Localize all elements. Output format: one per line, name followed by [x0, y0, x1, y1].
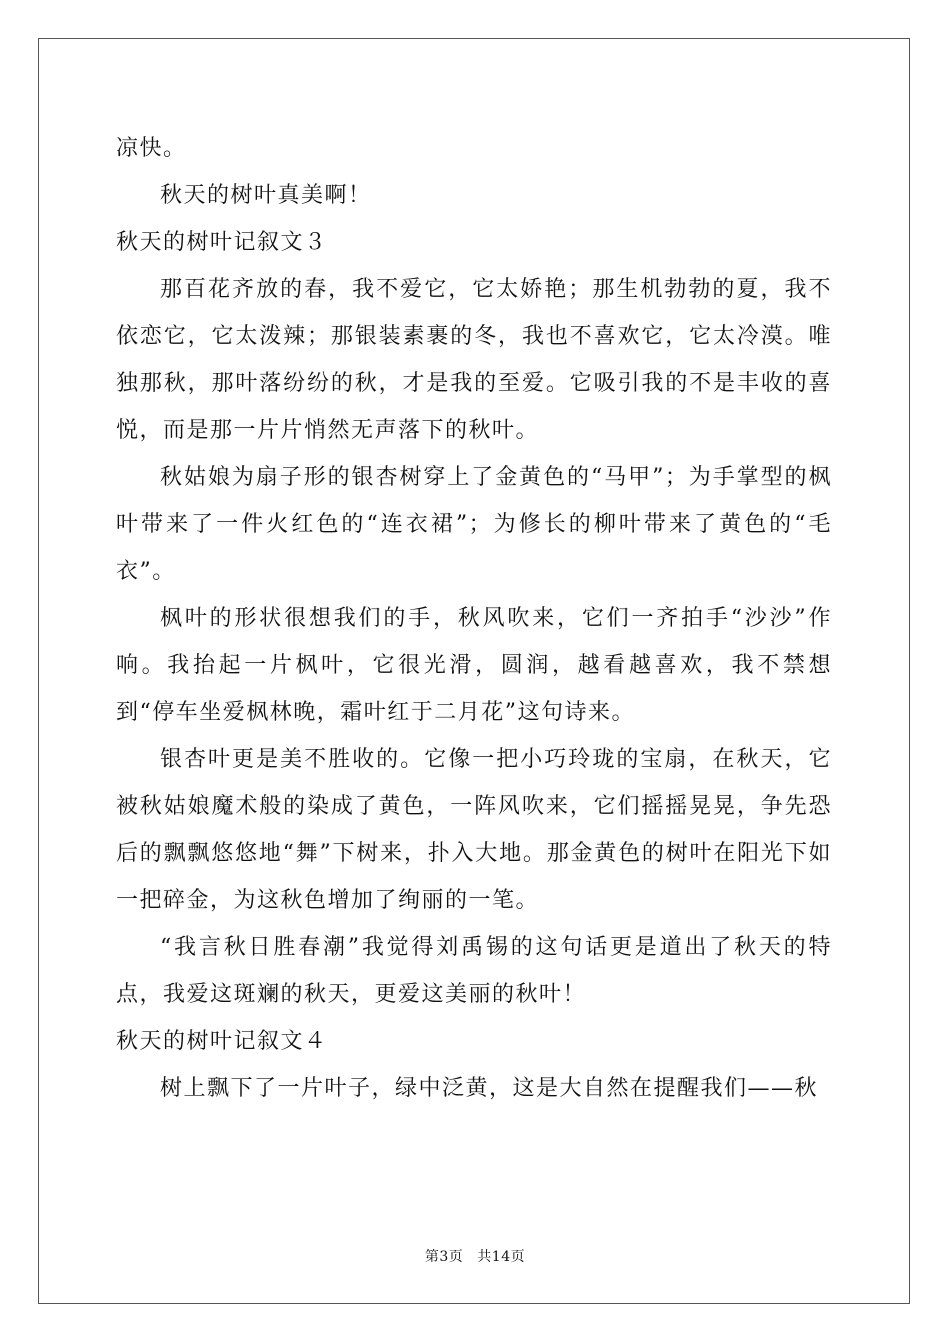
- paragraph: 秋天的树叶真美啊！: [160, 183, 372, 208]
- paragraph: “我言秋日胜春潮”我觉得刘禹锡的这句话更是道出了秋天的特点，我爱这斑斓的秋天，更爱这美丽的秋叶！: [116, 935, 832, 1007]
- paragraph: 银杏叶更是美不胜收的。它像一把小巧玲珑的宝扇，在秋天，它被秋姑娘魔术般的染成了黄色，一阵风吹来，它们摇摇晃晃，争先恐后的飘飘悠悠地“舞”下树来，扑入大地。那金黄色的树叶在阳光下如一把碎金，为这秋色增加了绚丽的一笔。: [116, 747, 832, 913]
- paragraph: 树上飘下了一片叶子，绿中泛黄，这是大自然在提醒我们——秋: [160, 1076, 819, 1101]
- paragraph: 秋姑娘为扇子形的银杏树穿上了金黄色的“马甲”；为手掌型的枫叶带来了一件火红色的“连衣裙”；为修长的柳叶带来了黄色的“毛衣”。: [116, 465, 832, 584]
- paragraph: 枫叶的形状很想我们的手，秋风吹来，它们一齐拍手“沙沙”作响。我抬起一片枫叶，它很光滑，圆润，越看越喜欢，我不禁想到“停车坐爱枫林晚，霜叶红于二月花”这句诗来。: [116, 606, 832, 725]
- paragraph: 那百花齐放的春，我不爱它，它太娇艳；那生机勃勃的夏，我不依恋它，它太泼辣；那银装素裹的冬，我也不喜欢它，它太冷漠。唯独那秋，那叶落纷纷的秋，才是我的至爱。它吸引我的不是丰收的喜悦，而是那一片片悄然无声落下的秋叶。: [116, 277, 832, 443]
- section-heading: 秋天的树叶记叙文３: [116, 230, 328, 255]
- section-heading: 秋天的树叶记叙文４: [116, 1029, 328, 1054]
- page-footer: [0, 1246, 950, 1266]
- page-number: 第3页: [424, 1249, 464, 1265]
- paragraph-continuation: 凉快。: [116, 136, 187, 161]
- page-total: 共14页: [477, 1249, 526, 1265]
- document-body: [116, 125, 832, 1112]
